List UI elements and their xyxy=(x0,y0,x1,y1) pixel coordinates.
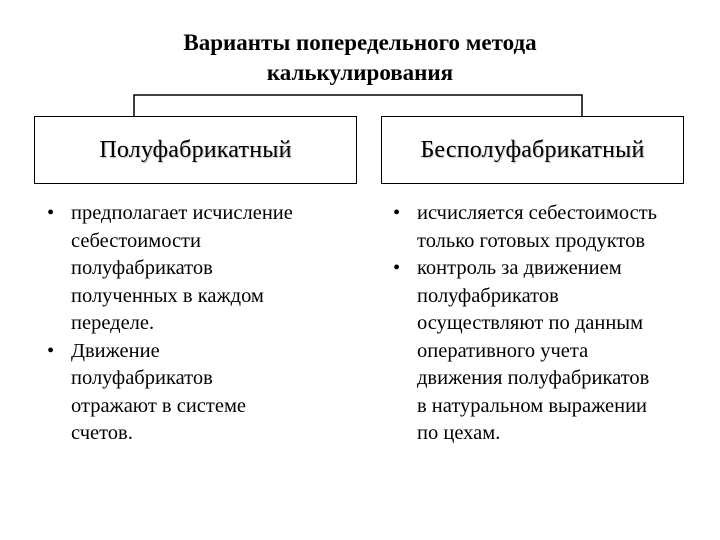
bullet-line: осуществляют по данным xyxy=(417,312,644,334)
box-polufabrikatny xyxy=(34,116,357,184)
bullet-line: только готовых продуктов xyxy=(417,229,646,252)
list-item xyxy=(33,200,363,338)
bullet-line: по цехам. xyxy=(417,422,501,444)
right-bullet-list xyxy=(379,200,720,448)
bullet-line: полуфабрикатов xyxy=(71,367,213,389)
title-line-2: калькулирования xyxy=(266,60,454,85)
bullet-line: переделе. xyxy=(71,312,155,334)
bullet-line: отражают в системе xyxy=(71,394,247,417)
bullet-line: оперативного учета xyxy=(417,339,589,362)
list-item xyxy=(379,200,720,255)
box-left-label: Полуфабрикатный xyxy=(99,136,292,163)
bullet-line: контроль за движением xyxy=(417,257,622,279)
title-line-1: Варианты попередельного метода xyxy=(183,30,537,55)
left-bullet-list xyxy=(33,200,363,448)
box-bespolufabrikatny xyxy=(381,116,684,184)
bullet-icon: • xyxy=(47,339,55,362)
bullet-icon: • xyxy=(393,257,401,279)
bracket-line xyxy=(134,95,582,116)
list-item xyxy=(33,338,363,448)
list-item xyxy=(379,255,720,448)
bullet-icon: • xyxy=(393,202,401,224)
bullet-line: предполагает исчисление xyxy=(71,202,293,224)
bullet-line: в натуральном выражении xyxy=(417,394,648,417)
bullet-line: себестоимости xyxy=(71,229,201,252)
bullet-icon: • xyxy=(47,202,55,224)
bullet-line: движения полуфабрикатов xyxy=(417,367,650,389)
bullet-line: полуфабрикатов xyxy=(71,257,213,279)
bullet-line: полученных в каждом xyxy=(71,284,264,307)
box-right-label: Бесполуфабрикатный xyxy=(420,136,645,163)
bullet-line: полуфабрикатов xyxy=(417,284,559,307)
bullet-line: Движение xyxy=(71,339,160,362)
bullet-line: исчисляется себестоимость xyxy=(417,202,658,224)
diagram-title xyxy=(120,28,600,88)
bullet-line: счетов. xyxy=(71,422,133,444)
